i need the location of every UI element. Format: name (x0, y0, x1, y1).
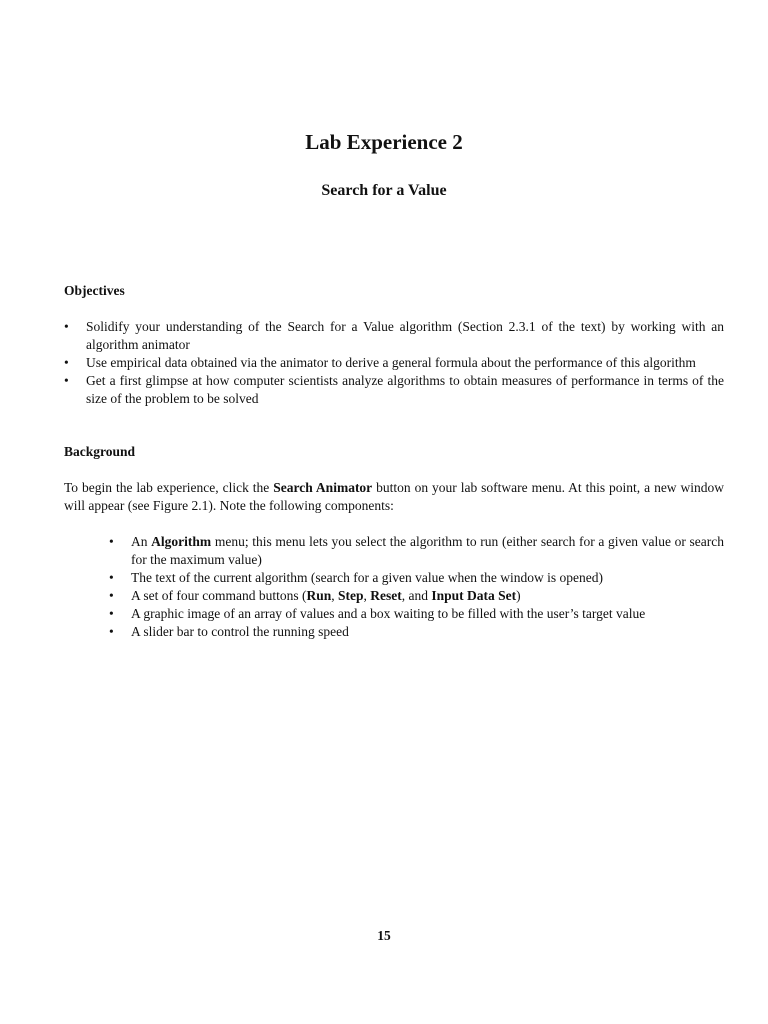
bullet-icon: • (109, 588, 114, 603)
objective-item (64, 372, 724, 408)
page-title: Lab Experience 2 (305, 130, 463, 154)
component-item (109, 605, 724, 623)
step-term: Step (338, 588, 364, 603)
component-item (109, 623, 724, 641)
component-text: A graphic image of an array of values and a box waiting to be filled with the user’s target value (131, 606, 646, 621)
component-text: , (331, 588, 338, 603)
bullet-icon: • (64, 355, 69, 370)
bullet-icon: • (109, 624, 114, 639)
algorithm-term: Algorithm (151, 534, 212, 549)
bullet-icon: • (109, 606, 114, 621)
component-text: The text of the current algorithm (search for a given value when the window is opened) (131, 570, 603, 585)
paragraph-text: To begin the lab experience, click the (64, 480, 274, 495)
objective-item (64, 318, 724, 354)
components-list (109, 533, 724, 641)
paragraph-text: button on your lab software menu. At this point, a new window will appear (see Figure 2.1). Note the following components: (64, 480, 725, 513)
objective-text: Get a first glimpse at how computer scientists analyze algorithms to obtain measures of performance in terms of the size of the problem to be solved (86, 373, 724, 406)
background-heading: Background (64, 444, 136, 459)
bullet-icon: • (109, 534, 114, 549)
reset-term: Reset (370, 588, 402, 603)
objective-text: Solidify your understanding of the Search for a Value algorithm (Section 2.3.1 of the text) by working with an algorithm animator (86, 319, 724, 352)
component-text: menu; this menu lets you select the algorithm to run (either search for a given value or search for the maximum value) (131, 534, 724, 567)
component-item (109, 569, 724, 587)
objectives-heading: Objectives (64, 283, 125, 298)
background-paragraph (64, 479, 724, 515)
component-text: , (363, 588, 371, 603)
input-data-set-term: Input Data Set (431, 588, 517, 603)
component-text: , and (401, 588, 432, 603)
page-number: 15 (377, 928, 391, 943)
bullet-icon: • (109, 570, 114, 585)
run-term: Run (306, 588, 332, 603)
component-text: A set of four command buttons ( (131, 588, 307, 603)
bullet-icon: • (64, 319, 69, 334)
objective-item (64, 354, 724, 372)
component-text: ) (516, 588, 521, 603)
objective-text: Use empirical data obtained via the animator to derive a general formula about the performance of this algorithm (86, 355, 696, 370)
search-animator-term: Search Animator (273, 480, 373, 495)
component-item (109, 533, 724, 569)
component-text: An (131, 534, 152, 549)
component-item (109, 587, 724, 605)
bullet-icon: • (64, 373, 69, 388)
page-subtitle: Search for a Value (321, 182, 447, 199)
component-text: A slider bar to control the running speed (131, 624, 349, 639)
objectives-list (64, 318, 724, 408)
